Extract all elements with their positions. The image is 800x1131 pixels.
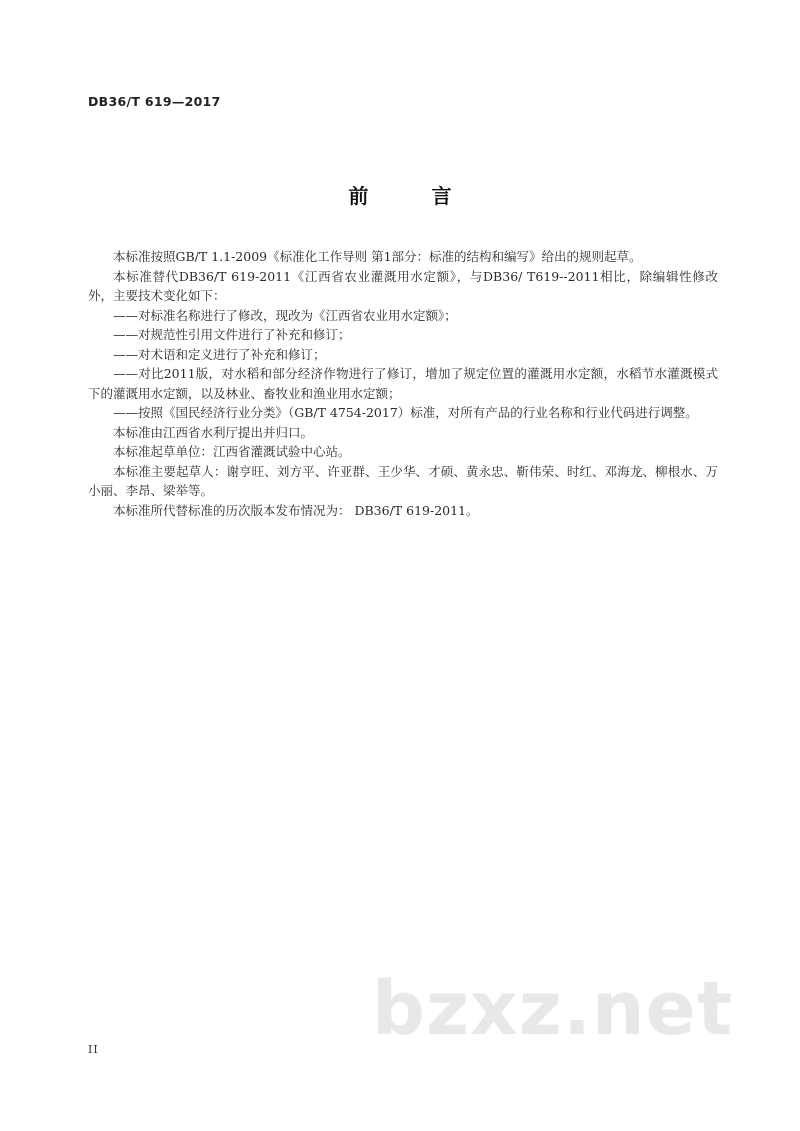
change-item-industry-codes: ——按照《国民经济行业分类》（GB/T 4754-2017）标准，对所有产品的行业名称和行业代码进行调整。	[113, 405, 698, 420]
paragraph-replacement: 本标准替代DB36/T 619-2011《江西省农业灌溉用水定额》，与DB36/ T619--2011相比，除编辑性修改外，主要技术变化如下：	[88, 268, 718, 303]
paragraph-proposer: 本标准由江西省水利厅提出并归口。	[113, 424, 314, 440]
paragraph-previous-versions: 本标准所代替标准的历次版本发布情况为： DB36/T 619-2011。	[113, 502, 479, 518]
page-number: II	[88, 1043, 99, 1056]
paragraph-drafting-unit: 本标准起草单位：江西省灌溉试验中心站。	[113, 444, 351, 459]
document-code: DB36/T 619—2017	[88, 94, 221, 109]
watermark-logo: bzxz.net	[372, 966, 734, 1052]
change-item-revision: ——对比2011版，对水稻和部分经济作物进行了修订，增加了规定位置的灌溉用水定额，水稻节水灌溉模式下的灌溉用水定额，以及林业、畜牧业和渔业用水定额；	[88, 366, 718, 401]
change-item-terms: ——对术语和定义进行了补充和修订；	[113, 346, 326, 362]
foreword-body	[88, 247, 718, 520]
change-item-references: ——对规范性引用文件进行了补充和修订；	[113, 327, 351, 342]
paragraph-drafting-rules: 本标准按照GB/T 1.1-2009《标准化工作导则 第1部分：标准的结构和编写》给出的规则起草。	[113, 249, 642, 264]
page-title: 前 言	[348, 184, 480, 208]
paragraph-drafters: 本标准主要起草人：谢亨旺、刘方平、许亚群、王少华、才硕、黄永忠、靳伟荣、时红、邓海龙、柳根水、万小丽、李昂、梁举等。	[88, 463, 718, 498]
change-item-name: ——对标准名称进行了修改，现改为《江西省农业用水定额》；	[113, 307, 457, 323]
